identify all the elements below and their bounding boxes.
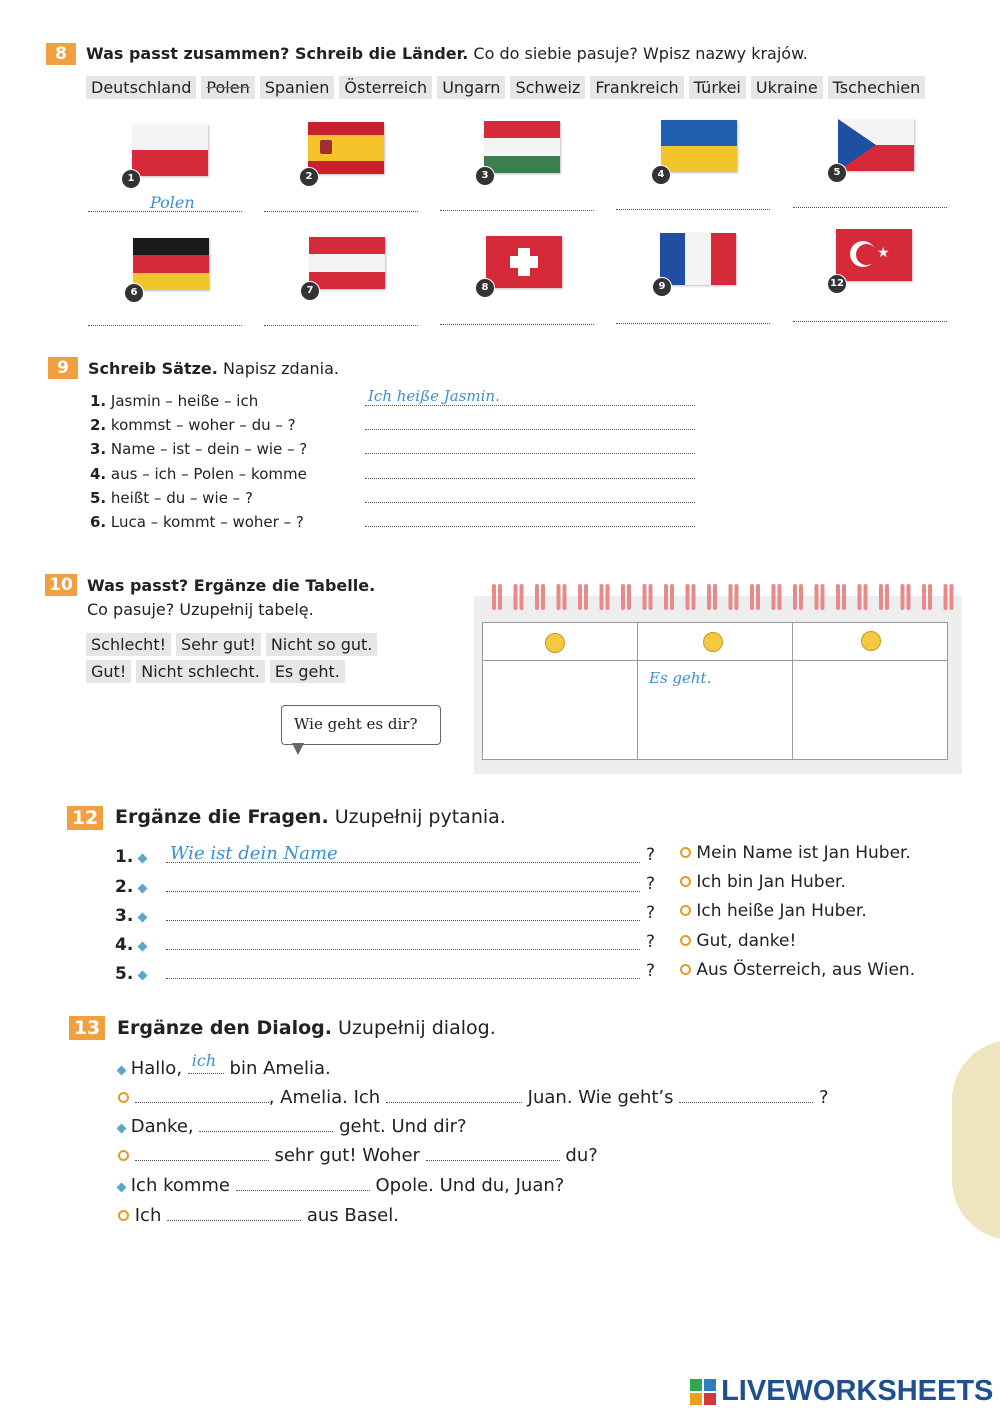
sentence-line-1[interactable] bbox=[365, 405, 695, 406]
word-chip: Es geht. bbox=[270, 660, 345, 683]
sentence-line-2[interactable] bbox=[365, 429, 695, 430]
exercise-10-number: 10 bbox=[45, 574, 77, 596]
answer-line-3[interactable] bbox=[440, 210, 594, 211]
question-number-3: 3. bbox=[115, 906, 146, 926]
diamond-bullet-icon bbox=[117, 1183, 127, 1193]
diamond-bullet-icon bbox=[137, 854, 147, 864]
sentence-line-3[interactable] bbox=[365, 453, 695, 454]
dialog-line-1: Hallo, ich bin Amelia. bbox=[118, 1058, 331, 1079]
question-mark-5: ? bbox=[646, 961, 656, 981]
sentence-answer-1: Ich heiße Jasmin. bbox=[368, 387, 500, 405]
diamond-bullet-icon bbox=[137, 942, 147, 952]
spiral-ring bbox=[756, 584, 760, 610]
exercise-9-title-de: Schreib Sätze. bbox=[88, 359, 218, 378]
answer-line-6[interactable] bbox=[88, 325, 242, 326]
answer-line-4[interactable] bbox=[616, 209, 770, 210]
question-line-5[interactable] bbox=[166, 978, 640, 979]
flag-poland bbox=[132, 124, 208, 176]
exercise-10-word-bank-row2 bbox=[86, 660, 350, 683]
dialog-blank-1[interactable] bbox=[188, 1051, 224, 1074]
word-chip-used: Polen bbox=[201, 76, 254, 99]
spiral-ring bbox=[584, 584, 588, 610]
circle-bullet-icon bbox=[118, 1210, 129, 1221]
given-answer-3: Ich heiße Jan Huber. bbox=[680, 901, 867, 921]
dialog-line-3: Danke, geht. Und dir? bbox=[118, 1116, 467, 1137]
sentence-prompt-6: 6. Luca – kommt – woher – ? bbox=[90, 513, 304, 531]
spiral-ring bbox=[842, 584, 846, 610]
liveworksheets-logo bbox=[690, 1375, 993, 1408]
spiral-ring bbox=[885, 584, 889, 610]
spiral-binding bbox=[474, 582, 962, 612]
spiral-ring bbox=[944, 584, 948, 610]
question-number-4: 4. bbox=[115, 935, 146, 955]
flag-number-badge: 6 bbox=[124, 283, 144, 303]
circle-bullet-icon bbox=[680, 876, 691, 887]
dialog-line-5: Ich komme Opole. Und du, Juan? bbox=[118, 1175, 564, 1196]
flag-ukraine bbox=[661, 120, 737, 172]
exercise-10-title-pl: Co pasuje? Uzupełnij tabelę. bbox=[87, 600, 314, 619]
answer-line-5[interactable] bbox=[793, 207, 947, 208]
word-chip: Gut! bbox=[86, 660, 131, 683]
dialog-blank-4[interactable] bbox=[679, 1088, 813, 1103]
sentence-prompt-2: 2. kommst – woher – du – ? bbox=[90, 416, 296, 434]
happy-face-icon bbox=[545, 633, 565, 653]
spiral-ring bbox=[557, 584, 561, 610]
answer-1-text: Polen bbox=[150, 193, 195, 212]
exercise-8-title-de: Was passt zusammen? Schreib die Länder. bbox=[86, 44, 469, 63]
diamond-bullet-icon bbox=[137, 884, 147, 894]
word-chip: Frankreich bbox=[590, 76, 683, 99]
flag-czechia bbox=[838, 119, 914, 171]
flag-number-badge: 2 bbox=[299, 167, 319, 187]
dialog-blank-8[interactable] bbox=[236, 1176, 370, 1191]
question-answer-1: Wie ist dein Name bbox=[170, 843, 338, 864]
flag-number-badge: 4 bbox=[651, 165, 671, 185]
question-mark-2: ? bbox=[646, 874, 656, 894]
diamond-bullet-icon bbox=[117, 1124, 127, 1134]
exercise-8-title-pl: Co do siebie pasuje? Wpisz nazwy krajów. bbox=[473, 44, 808, 63]
word-chip: Tschechien bbox=[828, 76, 926, 99]
spiral-ring bbox=[713, 584, 717, 610]
spiral-ring bbox=[879, 584, 883, 610]
given-answer-2: Ich bin Jan Huber. bbox=[680, 872, 846, 892]
word-chip: Sehr gut! bbox=[176, 633, 261, 656]
diamond-bullet-icon bbox=[137, 971, 147, 981]
spiral-ring bbox=[922, 584, 926, 610]
dialog-line-2: , Amelia. Ich Juan. Wie geht’s ? bbox=[118, 1087, 829, 1108]
circle-bullet-icon bbox=[680, 905, 691, 916]
spiral-ring bbox=[514, 584, 518, 610]
spiral-ring bbox=[535, 584, 539, 610]
sentence-prompt-5: 5. heißt – du – wie – ? bbox=[90, 489, 253, 507]
flag-france bbox=[660, 233, 736, 285]
spiral-ring bbox=[621, 584, 625, 610]
exercise-10-title-de: Was passt? Ergänze die Tabelle. bbox=[87, 576, 376, 595]
word-chip: Österreich bbox=[339, 76, 432, 99]
given-answer-1: Mein Name ist Jan Huber. bbox=[680, 843, 911, 863]
question-line-3[interactable] bbox=[166, 920, 640, 921]
flag-spain bbox=[308, 122, 384, 174]
answer-line-8[interactable] bbox=[440, 324, 594, 325]
spiral-ring bbox=[541, 584, 545, 610]
flag-number-badge: 3 bbox=[475, 166, 495, 186]
sad-face-icon bbox=[861, 631, 881, 651]
table-answer-neutral: Es geht. bbox=[649, 669, 712, 687]
spiral-ring bbox=[928, 584, 932, 610]
flag-number-badge: 12 bbox=[827, 274, 847, 294]
spiral-ring bbox=[643, 584, 647, 610]
spiral-ring bbox=[864, 584, 868, 610]
question-number-2: 2. bbox=[115, 877, 146, 897]
dialog-blank-5[interactable] bbox=[199, 1117, 333, 1132]
spiral-ring bbox=[649, 584, 653, 610]
spiral-ring bbox=[735, 584, 739, 610]
speech-bubble-text: Wie geht es dir? bbox=[294, 715, 418, 733]
spiral-ring bbox=[498, 584, 502, 610]
word-chip: Türkei bbox=[689, 76, 746, 99]
logo-text: LIVEWORKSHEETS bbox=[721, 1375, 994, 1407]
spiral-ring bbox=[778, 584, 782, 610]
flag-number-badge: 7 bbox=[300, 281, 320, 301]
diamond-bullet-icon bbox=[117, 1066, 127, 1076]
notebook-table bbox=[474, 596, 962, 774]
decorative-photo-edge bbox=[952, 1040, 1000, 1240]
speech-bubble bbox=[281, 705, 441, 745]
spiral-ring bbox=[821, 584, 825, 610]
dialog-blank-2[interactable] bbox=[135, 1088, 269, 1103]
spiral-ring bbox=[729, 584, 733, 610]
question-mark-1: ? bbox=[646, 845, 656, 865]
exercise-12-title-de: Ergänze die Fragen. bbox=[115, 806, 329, 828]
exercise-13-title bbox=[117, 1017, 496, 1039]
circle-bullet-icon bbox=[680, 964, 691, 975]
table-cell-sad[interactable] bbox=[793, 661, 947, 759]
flag-hungary bbox=[484, 121, 560, 173]
question-line-1[interactable] bbox=[166, 862, 640, 863]
word-chip: Schlecht! bbox=[86, 633, 171, 656]
dialog-blank-7[interactable] bbox=[426, 1146, 560, 1161]
exercise-12-title bbox=[115, 806, 506, 828]
spiral-ring bbox=[692, 584, 696, 610]
spiral-ring bbox=[492, 584, 496, 610]
word-chip: Spanien bbox=[260, 76, 335, 99]
sentence-line-6[interactable] bbox=[365, 526, 695, 527]
spiral-ring bbox=[686, 584, 690, 610]
flag-germany bbox=[133, 238, 209, 290]
question-mark-3: ? bbox=[646, 903, 656, 923]
exercise-10-word-bank-row1 bbox=[86, 633, 382, 656]
spiral-ring bbox=[627, 584, 631, 610]
question-number-1: 1. bbox=[115, 847, 146, 867]
table-cell-neutral[interactable] bbox=[638, 661, 792, 759]
sentence-prompt-1: 1. Jasmin – heiße – ich bbox=[90, 392, 259, 410]
given-answer-5: Aus Österreich, aus Wien. bbox=[680, 960, 915, 980]
circle-bullet-icon bbox=[118, 1150, 129, 1161]
circle-bullet-icon bbox=[118, 1092, 129, 1103]
spiral-ring bbox=[858, 584, 862, 610]
spiral-ring bbox=[578, 584, 582, 610]
table-cell-happy[interactable] bbox=[483, 661, 637, 759]
exercise-13-title-de: Ergänze den Dialog. bbox=[117, 1017, 332, 1039]
word-chip: Schweiz bbox=[510, 76, 585, 99]
exercise-8-word-bank bbox=[86, 76, 930, 99]
given-answer-4: Gut, danke! bbox=[680, 931, 796, 951]
question-line-2[interactable] bbox=[166, 891, 640, 892]
flag-austria bbox=[309, 237, 385, 289]
spiral-ring bbox=[670, 584, 674, 610]
spiral-ring bbox=[707, 584, 711, 610]
sentence-line-4[interactable] bbox=[365, 478, 695, 479]
sentence-prompt-3: 3. Name – ist – dein – wie – ? bbox=[90, 440, 308, 458]
dialog-blank-9[interactable] bbox=[167, 1206, 301, 1221]
exercise-13-title-pl: Uzupełnij dialog. bbox=[338, 1017, 496, 1039]
neutral-face-icon bbox=[703, 632, 723, 652]
exercise-9-number: 9 bbox=[48, 357, 78, 379]
circle-bullet-icon bbox=[680, 847, 691, 858]
dialog-line-6: Ich aus Basel. bbox=[118, 1205, 399, 1226]
answer-line-9[interactable] bbox=[616, 323, 770, 324]
spiral-ring bbox=[907, 584, 911, 610]
exercise-13-number: 13 bbox=[69, 1016, 105, 1040]
exercise-9-title bbox=[88, 359, 339, 378]
dialog-line-4: sehr gut! Woher du? bbox=[118, 1145, 598, 1166]
spiral-ring bbox=[836, 584, 840, 610]
spiral-ring bbox=[520, 584, 524, 610]
spiral-ring bbox=[793, 584, 797, 610]
word-chip: Ukraine bbox=[751, 76, 823, 99]
dialog-blank-6[interactable] bbox=[135, 1146, 269, 1161]
word-chip: Ungarn bbox=[437, 76, 505, 99]
answer-line-7[interactable] bbox=[264, 325, 418, 326]
spiral-ring bbox=[606, 584, 610, 610]
flag-number-badge: 5 bbox=[827, 163, 847, 183]
spiral-ring bbox=[950, 584, 954, 610]
sentence-prompt-4: 4. aus – ich – Polen – komme bbox=[90, 465, 307, 483]
spiral-ring bbox=[664, 584, 668, 610]
dialog-blank-3[interactable] bbox=[386, 1088, 522, 1103]
flag-switzerland bbox=[486, 236, 562, 288]
exercise-8-title bbox=[86, 44, 808, 63]
exercise-12-title-pl: Uzupełnij pytania. bbox=[334, 806, 506, 828]
flag-turkey: ★ bbox=[836, 229, 912, 281]
spiral-ring bbox=[901, 584, 905, 610]
spiral-ring bbox=[600, 584, 604, 610]
spiral-ring bbox=[750, 584, 754, 610]
spiral-ring bbox=[772, 584, 776, 610]
word-chip: Nicht so gut. bbox=[266, 633, 378, 656]
answer-line-12[interactable] bbox=[793, 321, 947, 322]
question-line-4[interactable] bbox=[166, 949, 640, 950]
spiral-ring bbox=[563, 584, 567, 610]
flag-number-badge: 1 bbox=[121, 169, 141, 189]
word-chip: Deutschland bbox=[86, 76, 196, 99]
word-chip: Nicht schlecht. bbox=[136, 660, 265, 683]
circle-bullet-icon bbox=[680, 935, 691, 946]
question-number-5: 5. bbox=[115, 964, 146, 984]
logo-mark-icon bbox=[690, 1379, 716, 1405]
dialog-answer-1: ich bbox=[191, 1051, 217, 1070]
exercise-9-title-pl: Napisz zdania. bbox=[222, 359, 339, 378]
exercise-12-number: 12 bbox=[67, 806, 103, 830]
sentence-line-5[interactable] bbox=[365, 502, 695, 503]
spiral-ring bbox=[815, 584, 819, 610]
question-mark-4: ? bbox=[646, 932, 656, 952]
flag-number-badge: 9 bbox=[652, 277, 672, 297]
exercise-8-number: 8 bbox=[46, 43, 76, 65]
flag-number-badge: 8 bbox=[475, 278, 495, 298]
spiral-ring bbox=[799, 584, 803, 610]
answer-line-2[interactable] bbox=[264, 211, 418, 212]
diamond-bullet-icon bbox=[137, 913, 147, 923]
